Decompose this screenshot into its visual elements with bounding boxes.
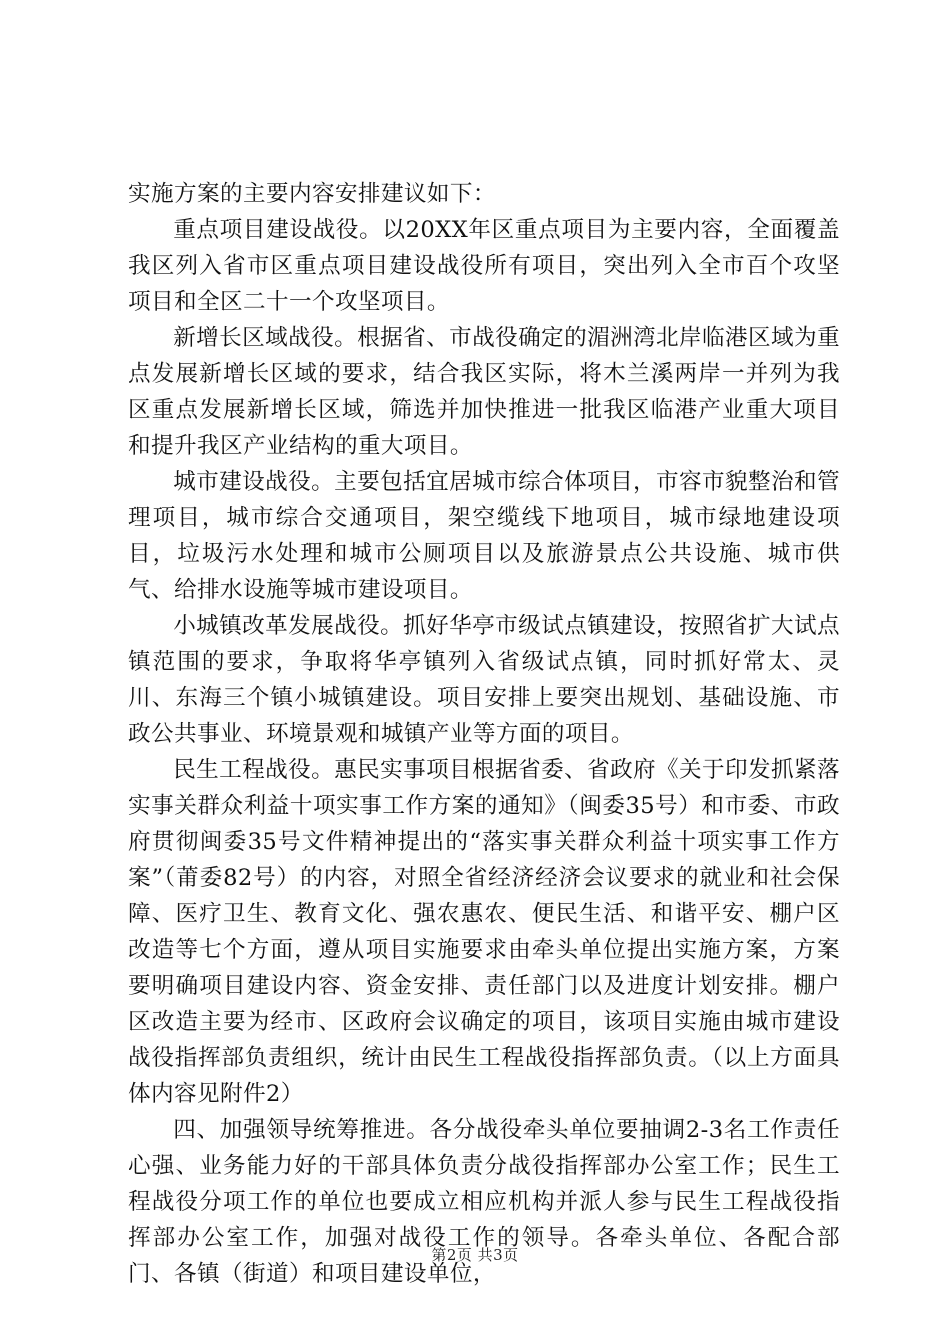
paragraph-intro: 实施方案的主要内容安排建议如下：	[128, 181, 496, 207]
paragraph-urban-construction: 城市建设战役。主要包括宜居城市综合体项目，市容市貌整治和管理项目，城市综合交通项目，架空缆线下地项目，城市绿地建设项目，垃圾污水处理和城市公厕项目以及旅游景点公共设施、城市供气、给排水设施等城市建设项目。	[128, 469, 841, 603]
paragraph-small-town-reform: 小城镇改革发展战役。抓好华亭市级试点镇建设，按照省扩大试点镇范围的要求，争取将华亭镇列入省级试点镇，同时抓好常太、灵川、东海三个镇小城镇建设。项目安排上要突出规划、基础设施、市政公共事业、环境景观和城镇产业等方面的项目。	[128, 613, 841, 747]
document-body	[128, 176, 840, 1292]
paragraph-growth-area: 新增长区域战役。根据省、市战役确定的湄洲湾北岸临港区域为重点发展新增长区域的要求，结合我区实际，将木兰溪两岸一并列为我区重点发展新增长区域，筛选并加快推进一批我区临港产业重大项目和提升我区产业结构的重大项目。	[128, 325, 841, 459]
paragraph-livelihood-project: 民生工程战役。惠民实事项目根据省委、省政府《关于印发抓紧落实事关群众利益十项实事工作方案的通知》（闽委35号）和市委、市政府贯彻闽委35号文件精神提出的“落实事关群众利益十项实事工作方案”（莆委82号）的内容，对照全省经济经济会议要求的就业和社会保障、医疗卫生、教育文化、强农惠农、便民生活、和谐平安、棚户区改造等七个方面，遵从项目实施要求由牵头单位提出实施方案，方案要明确项目建设内容、资金安排、责任部门以及进度计划安排。棚户区改造主要为经市、区政府会议确定的项目，该项目实施由城市建设战役指挥部负责组织，统计由民生工程战役指挥部负责。（以上方面具体内容见附件2）	[128, 757, 841, 1107]
paragraph-key-projects: 重点项目建设战役。以20XX年区重点项目为主要内容，全面覆盖我区列入省市区重点项目建设战役所有项目，突出列入全市百个攻坚项目和全区二十一个攻坚项目。	[128, 217, 840, 315]
paragraph-leadership: 四、加强领导统筹推进。各分战役牵头单位要抽调2-3名工作责任心强、业务能力好的干部具体负责分战役指挥部办公室工作；民生工程战役分项工作的单位也要成立相应机构并派人参与民生工程战役指挥部办公室工作，加强对战役工作的领导。各牵头单位、各配合部门、各镇（街道）和项目建设单位，	[128, 1117, 840, 1287]
page-footer: 第2页 共3页	[431, 1246, 519, 1264]
